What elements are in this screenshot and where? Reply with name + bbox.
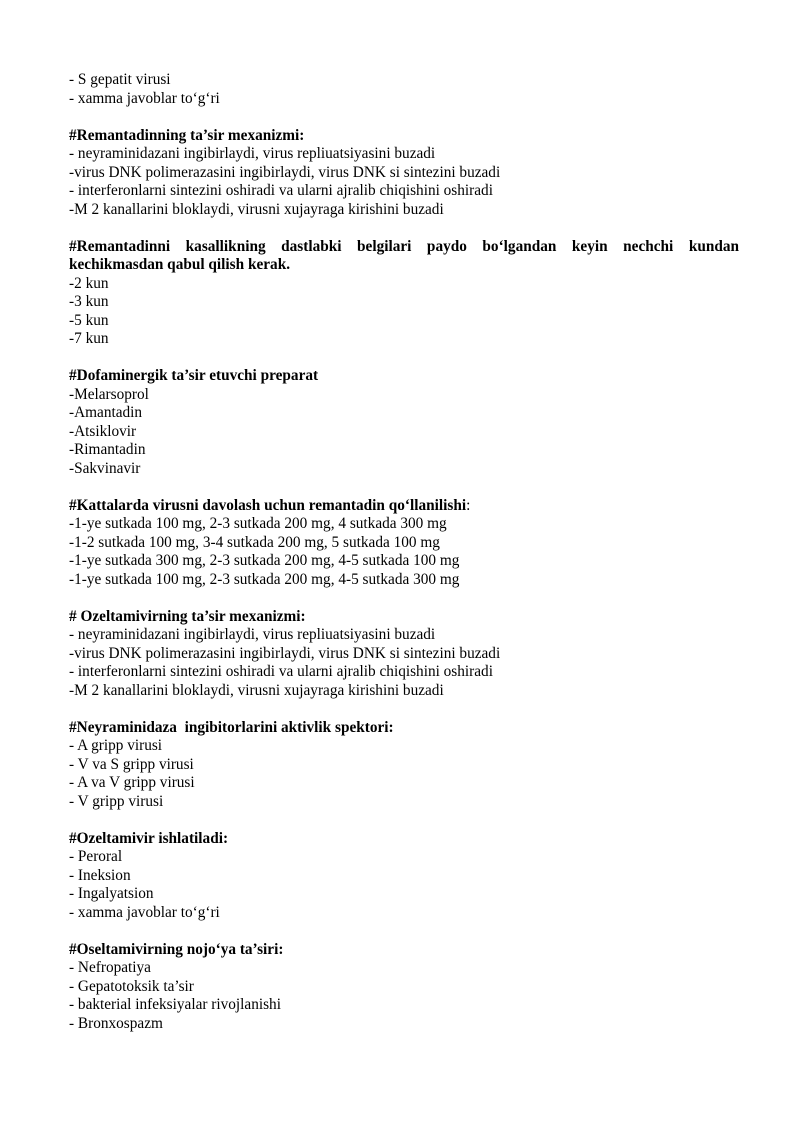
option-line: -3 kun <box>69 293 109 310</box>
option-line: -7 kun <box>69 330 109 347</box>
question-title: #Neyraminidaza ingibitorlarini aktivlik spektori: <box>69 718 394 736</box>
question-title-row <box>69 497 739 516</box>
question-title: #Dofaminergik ta’sir etuvchi preparat <box>69 367 319 384</box>
question-title: #Remantadinning ta’sir mexanizmi: <box>69 126 305 144</box>
option-line: - Ingalyatsion <box>69 885 154 902</box>
option-line: -Sakvinavir <box>69 459 141 477</box>
document-page <box>69 71 739 1033</box>
spacer <box>69 108 739 127</box>
option-line: - neyraminidazani ingibirlaydi, virus repliuatsiyasini buzadi <box>69 145 436 162</box>
option-line: -Melarsoprol <box>69 385 149 403</box>
question-title: #Oseltamivirning nojo‘ya ta’siri: <box>69 940 284 958</box>
option-line: - V gripp virusi <box>69 792 164 810</box>
spacer <box>69 922 739 941</box>
spacer <box>69 700 739 719</box>
option-line: -Rimantadin <box>69 441 146 458</box>
option-line: - interferonlarni sintezini oshiradi va ularni ajralib chiqishini oshiradi <box>69 182 493 199</box>
option-line: -1-ye sutkada 300 mg, 2-3 sutkada 200 mg, 4-5 sutkada 100 mg <box>69 552 460 569</box>
option-line: -M 2 kanallarini bloklaydi, virusni xujayraga kirishini buzadi <box>69 200 444 218</box>
option-line: -Atsiklovir <box>69 422 137 440</box>
option-line: -1-ye sutkada 100 mg, 2-3 sutkada 200 mg, 4 sutkada 300 mg <box>69 515 447 532</box>
option-line: - xamma javoblar to‘g‘ri <box>69 903 220 921</box>
spacer <box>69 219 739 238</box>
option-line: - Ineksion <box>69 866 131 884</box>
question-title: #Remantadinni kasallikning dastlabki belgilari paydo bo‘lgandan keyin nechchi kundan <box>69 237 739 255</box>
spacer <box>69 811 739 830</box>
option-line: -1-ye sutkada 100 mg, 2-3 sutkada 200 mg, 4-5 sutkada 300 mg <box>69 570 460 588</box>
option-line: - A va V gripp virusi <box>69 774 195 791</box>
option-line: - bakterial infeksiyalar rivojlanishi <box>69 996 281 1013</box>
spacer <box>69 589 739 608</box>
question-title: #Ozeltamivir ishlatiladi: <box>69 829 229 847</box>
option-line: - Gepatotoksik ta’sir <box>69 977 194 995</box>
option-line: -virus DNK polimerazasini ingibirlaydi, virus DNK si sintezini buzadi <box>69 163 501 181</box>
option-line: -Amantadin <box>69 404 143 421</box>
option-line: - neyraminidazani ingibirlaydi, virus repliuatsiyasini buzadi <box>69 626 436 643</box>
option-line: - A gripp virusi <box>69 737 163 754</box>
question-title-suffix: : <box>466 496 471 514</box>
option-line: - V va S gripp virusi <box>69 755 194 773</box>
option-line: - xamma javoblar to‘g‘ri <box>69 89 220 107</box>
option-line: -5 kun <box>69 311 109 329</box>
option-line: -1-2 sutkada 100 mg, 3-4 sutkada 200 mg, 5 sutkada 100 mg <box>69 533 440 551</box>
option-line: - Bronxospazm <box>69 1014 163 1032</box>
spacer <box>69 478 739 497</box>
option-line: - interferonlarni sintezini oshiradi va ularni ajralib chiqishini oshiradi <box>69 663 493 680</box>
question-title: kechikmasdan qabul qilish kerak. <box>69 256 291 273</box>
question-title: #Kattalarda virusni davolash uchun remantadin qo‘llanilishi <box>69 496 467 514</box>
option-line: -M 2 kanallarini bloklaydi, virusni xujayraga kirishini buzadi <box>69 681 444 699</box>
question-title: # Ozeltamivirning ta’sir mexanizmi: <box>69 607 306 625</box>
option-line: - S gepatit virusi <box>69 71 171 88</box>
option-line: - Nefropatiya <box>69 959 151 976</box>
option-line: -virus DNK polimerazasini ingibirlaydi, virus DNK si sintezini buzadi <box>69 644 501 662</box>
spacer <box>69 349 739 368</box>
option-line: -2 kun <box>69 274 109 292</box>
option-line: - Peroral <box>69 848 123 865</box>
